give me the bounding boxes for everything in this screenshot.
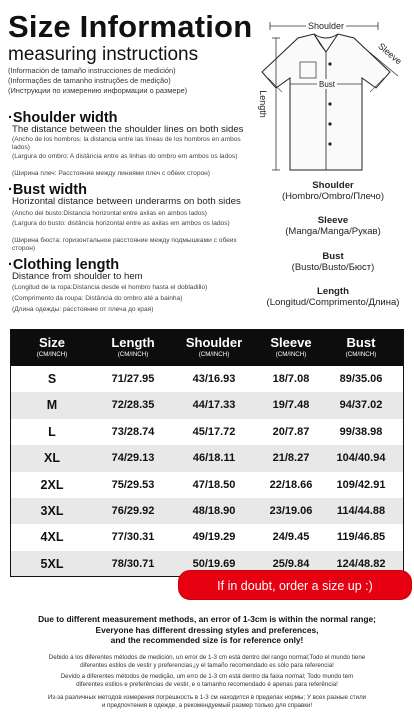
cell-length: 78/30.71 [111,557,155,570]
cell-length: 77/30.31 [111,531,155,544]
page-title: Size Information [8,9,253,44]
bust-note-es: (Ancho del busto:Distancia horizontal entre axilas en ambos lados) [12,210,207,217]
table-row [11,392,404,418]
bust-section-title: ·Bust width [8,182,87,198]
legend-bust-sub: (Busto/Busto/Бюст) [291,262,375,273]
col-shoulder-name: Shoulder [185,335,243,350]
footer-pt-1: Devido a diferentes métodos de medição, um erro de 1-3 cm está dentro da faixa normal; Todo mundo tem [60,673,354,680]
size-table [10,329,404,577]
cell-size: S [47,372,57,386]
footer-note-1: Due to different measurement methods, an error of 1-3cm is within the normal range; [38,614,376,624]
legend-sleeve-head: Sleeve [317,215,349,226]
table-row [11,472,404,498]
shoulder-note-pt: (Largura do ombro: A distância entre as linhas do ombro em ambos os lados) [12,153,238,160]
cell-shoulder: 48/18.90 [192,505,236,517]
cell-size: XL [44,451,60,466]
col-bust-name: Bust [346,335,376,350]
legend-bust [258,251,408,273]
length-section-title: ·Clothing length [8,257,120,273]
cell-length: 75/29.53 [111,478,155,491]
shoulder-note-es: (Ancho de los hombros: la distancia entre las líneas de los hombros en ambos lados) [12,136,241,152]
cell-sleeve: 23/19.06 [269,505,313,517]
length-section-desc: Distance from shoulder to hem [12,271,143,282]
cell-size: 2XL [40,477,64,492]
cell-shoulder: 45/17.72 [192,425,236,438]
col-header-shoulder [171,335,257,359]
legend-sleeve-sub: (Manga/Manga/Рукав) [285,226,381,237]
col-header-bust [321,335,401,359]
table-row [11,419,404,445]
legend-length [258,286,408,308]
cell-sleeve: 19/7.48 [272,399,310,412]
shoulder-section-title: ·Shoulder width [8,110,118,126]
cell-sleeve: 20/7.87 [272,425,310,438]
col-length-unit: (CM/INCH) [117,351,149,358]
diagram-length-label: Length [258,90,268,118]
col-sleeve-unit: (CM/INCH) [275,351,307,358]
footer-ru-1: Из-за различных методов измерения погрешность в 1-3 см находится в пределах нормы; У всех разные стили [47,694,367,701]
table-row [11,498,404,524]
cell-bust: 119/46.85 [336,531,386,544]
cell-length: 74/29.13 [111,452,155,465]
cell-bust: 104/40.94 [336,452,386,465]
footer-ru-2: и предпочтения в одежде, а рекомендуемый размер только для справки! [101,702,313,709]
bust-note-ru: (Ширина бюста: горизонтальное расстояние между подмышками с обеих сторон) [12,237,237,253]
legend-shoulder-head: Shoulder [312,180,354,191]
cell-length: 76/29.92 [111,505,155,517]
cell-shoulder: 47/18.50 [192,478,236,491]
diagram-bust-label: Bust [318,80,336,89]
col-length-name: Length [111,335,155,350]
col-shoulder-unit: (CM/INCH) [198,351,230,358]
length-note-pt: (Comprimento da roupa: Distância do ombro até a bainha) [12,295,183,302]
shoulder-section-desc: The distance between the shoulder lines on both sides [12,124,244,135]
subtitle-translation-pt: (Informações de tamanho instruções de medição) [8,76,171,85]
cell-size: 4XL [40,530,64,545]
footer-pt-2: diferentes estilos e preferências de vestir, e o tamanho recomendado é apenas para referência! [76,681,338,688]
legend-shoulder [258,180,408,202]
cell-sleeve: 24/9.45 [272,531,310,544]
table-row [11,445,404,471]
col-header-sleeve [251,335,331,359]
cell-bust: 89/35.06 [339,373,383,385]
cell-shoulder: 46/18.11 [192,452,236,465]
cell-length: 71/27.95 [111,373,155,385]
cell-size: M [46,398,58,413]
cell-length: 73/28.74 [111,425,155,438]
legend-sleeve [258,215,408,237]
cell-bust: 114/44.88 [336,505,386,517]
legend-length-sub: (Longitud/Comprimento/Длина) [266,297,400,308]
diagram-shoulder-label: Shoulder [307,21,345,31]
col-header-size [13,335,91,359]
cell-sleeve: 22/18.66 [269,478,313,491]
subtitle-translation-es: (Información de tamaño instrucciones de medición) [8,66,176,75]
length-note-ru: (Длина одежды: расстояние от плеча до края) [12,306,154,313]
bust-note-pt: (Largura do busto: distância horizontal entre as axilas em ambos os lados) [12,220,230,227]
legend-length-head: Length [317,286,349,297]
cell-shoulder: 49/19.29 [192,531,236,544]
cell-size: 3XL [40,504,64,518]
cell-sleeve: 18/7.08 [272,373,310,385]
footer-es-2: diferentes estilos de vestir y preferencias,¡y el tamaño recomendado es sólo para referencia! [80,662,334,669]
legend-shoulder-sub: (Hombro/Ombro/Плечо) [282,191,384,202]
table-row [11,366,404,392]
cell-shoulder: 44/17.33 [192,399,236,412]
shoulder-note-ru: (Ширина плеч: Расстояние между линиями плеч с обеих сторон) [12,170,211,177]
cell-sleeve: 25/9.84 [272,557,310,570]
table-row [11,524,404,550]
cell-size: 5XL [40,556,64,571]
footer-note-3: and the recommended size is for reference only! [110,635,304,646]
cell-shoulder: 50/19.69 [192,557,236,570]
bust-section-desc: Horizontal distance between underarms on both sides [12,196,241,207]
col-sleeve-name: Sleeve [270,335,312,350]
cell-shoulder: 43/16.93 [192,373,236,385]
diagram-sleeve-label: Sleeve [376,41,404,67]
shirt-diagram [250,12,410,180]
cell-bust: 124/48.82 [336,557,386,570]
cell-bust: 94/37.02 [339,399,383,412]
legend-bust-head: Bust [322,251,344,262]
cell-length: 72/28.35 [111,399,155,412]
col-header-length [93,335,173,359]
subtitle-translation-ru: (Инструкции по измерению информации о размере) [8,86,188,95]
size-table-header [11,330,404,366]
col-size-name: Size [38,335,65,350]
cell-bust: 109/42.91 [336,478,386,491]
size-up-banner: If in doubt, order a size up :) [178,570,412,600]
length-note-es: (Longitud de la ropa:Distancia desde el hombro hasta el dobladillo) [12,284,208,291]
cell-sleeve: 21/8.27 [272,452,310,465]
col-bust-unit: (CM/INCH) [345,351,377,358]
cell-size: L [48,424,56,439]
col-size-unit: (CM/INCH) [36,351,68,358]
footer-es-1: Debido a los diferentes métodos de medición, un error de 1-3 cm está dentro del rango normal;Todo el mundo tiene [48,654,366,661]
cell-bust: 99/38.98 [339,425,383,438]
footer-note-2: Everyone has different dressing styles and preferences, [95,624,319,635]
page-subtitle: measuring instructions [8,44,199,65]
